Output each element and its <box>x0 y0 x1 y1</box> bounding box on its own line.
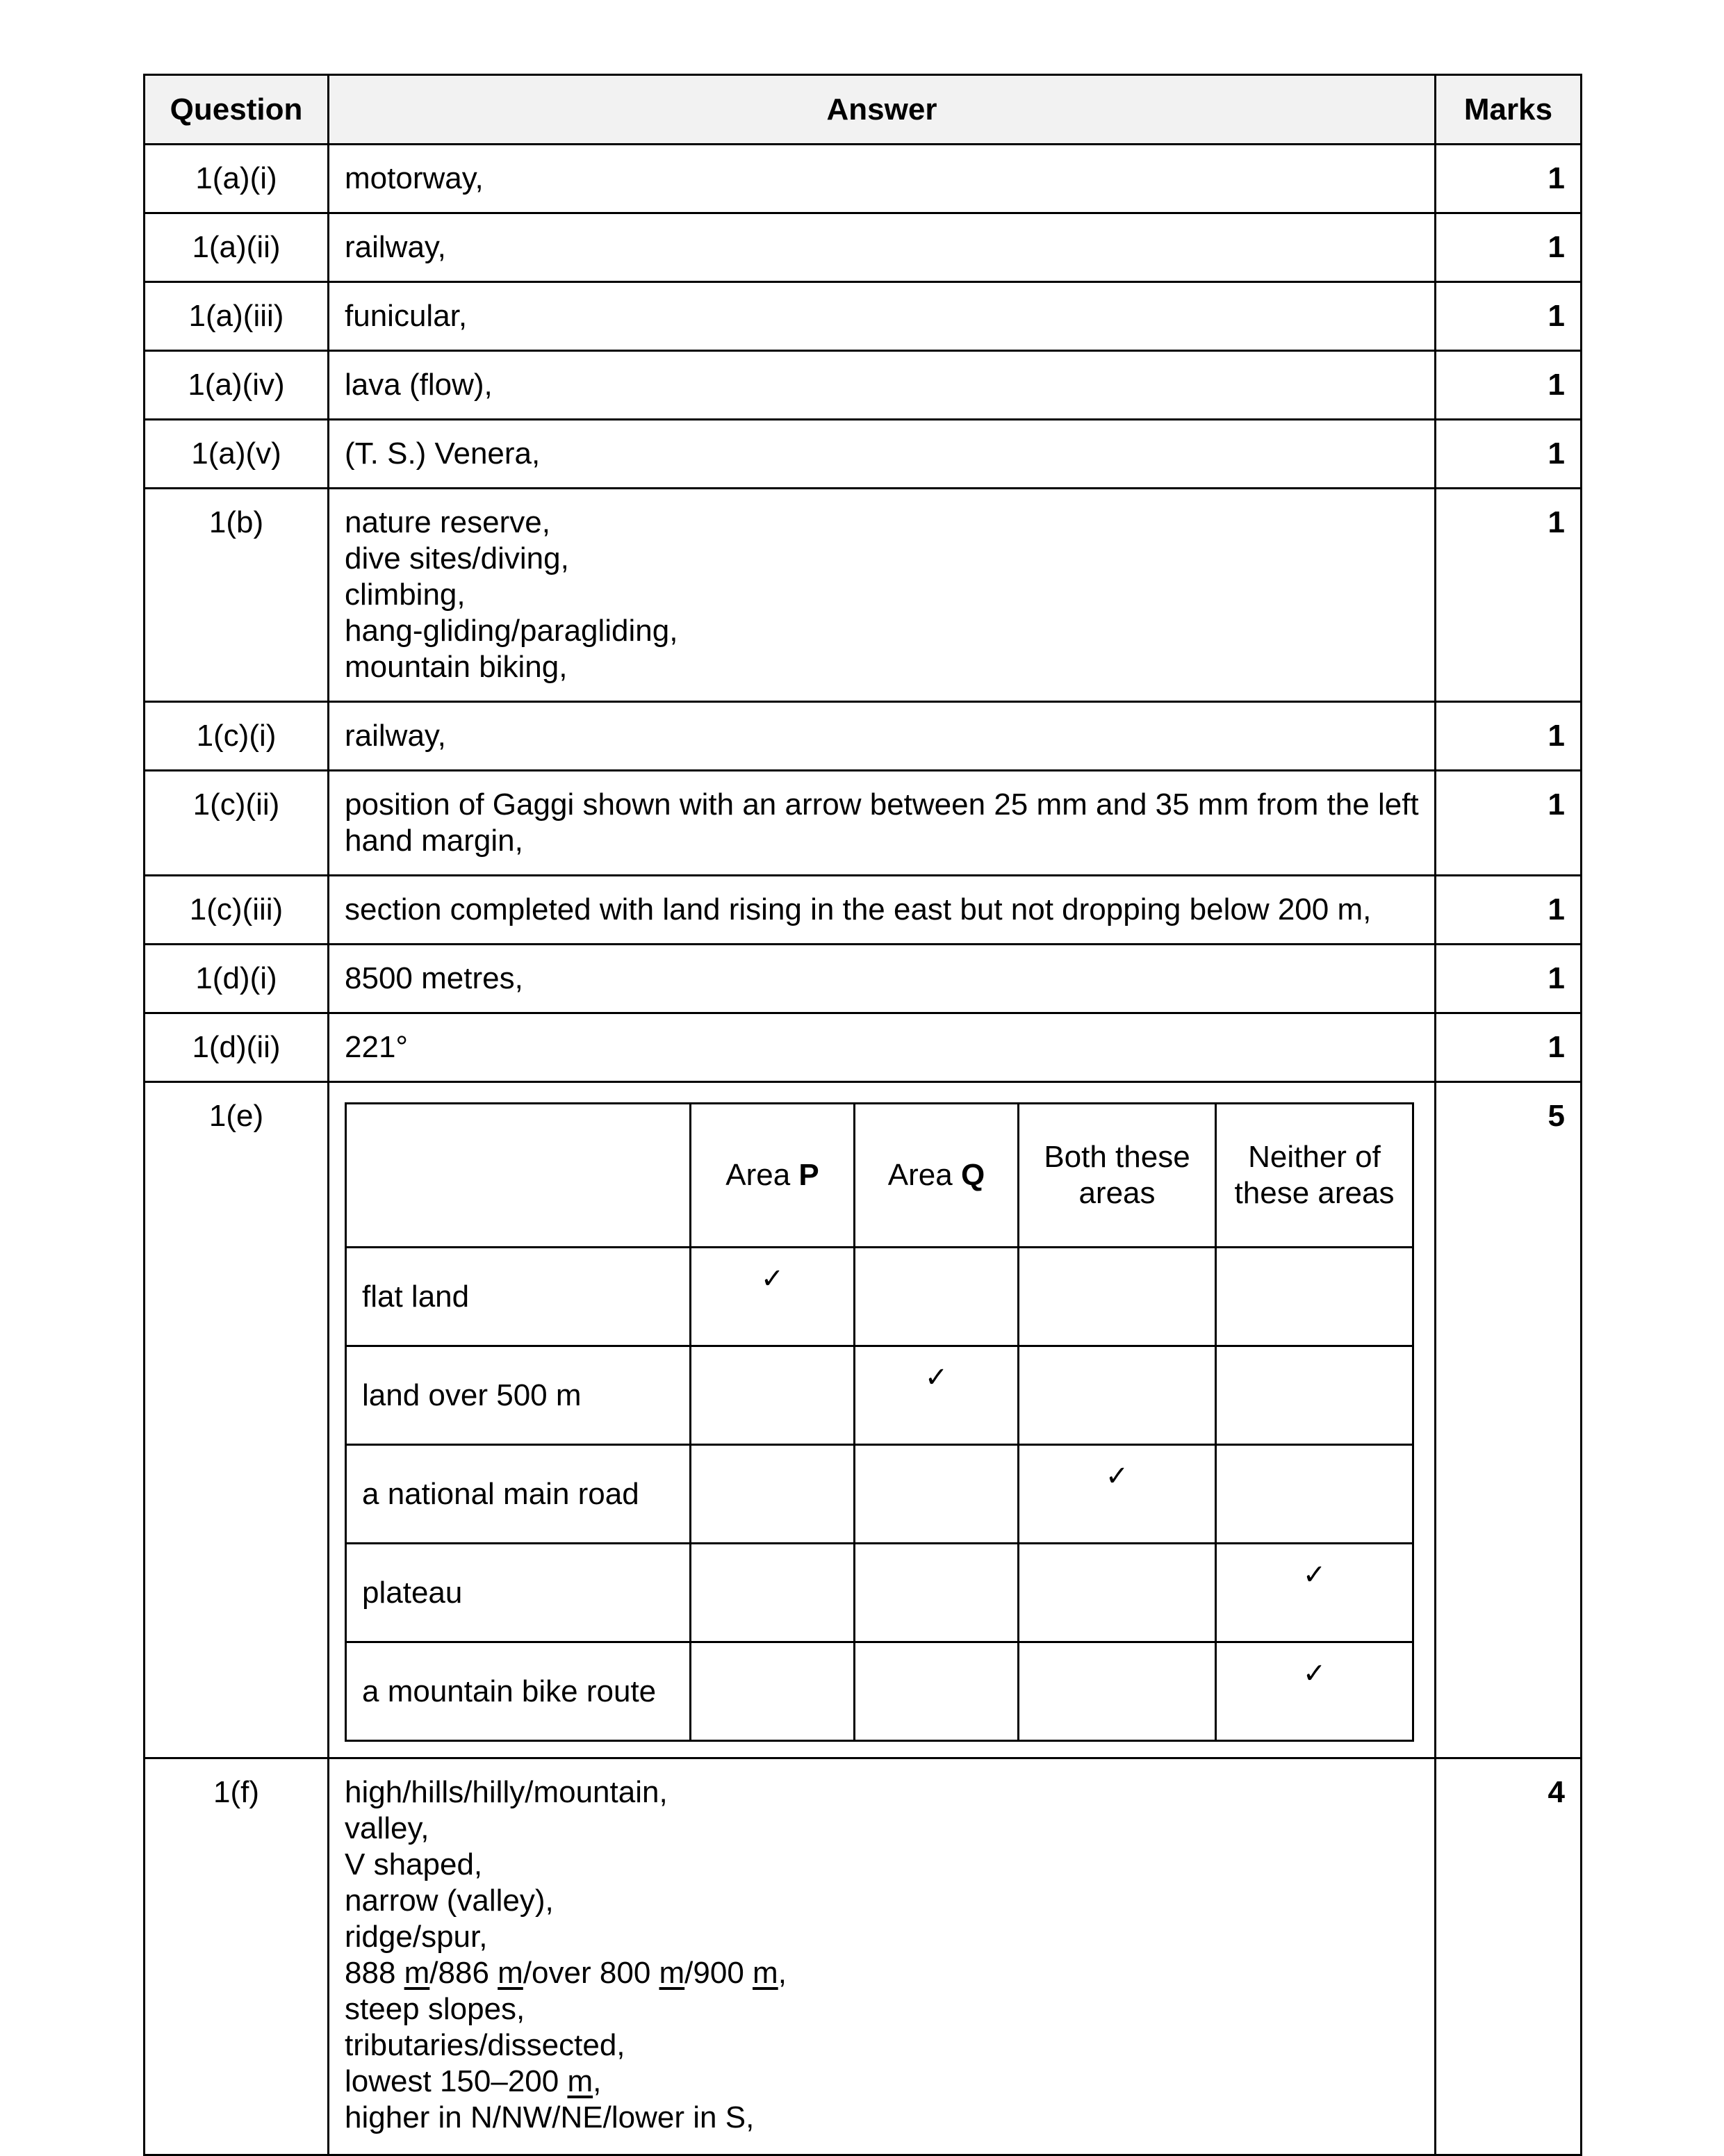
tick-mark-cell: ✓ <box>691 1248 855 1346</box>
header-row <box>145 75 1582 145</box>
answer-line <box>345 1919 1419 1955</box>
table-row <box>145 1082 1582 1758</box>
answer-text: steep slopes, <box>345 1992 525 2026</box>
answer-text: V shaped, <box>345 1847 483 1881</box>
answer-line <box>345 1774 1419 1811</box>
area-header-row <box>346 1104 1413 1248</box>
answer-cell <box>329 282 1436 351</box>
answer-cell <box>329 1082 1436 1758</box>
answer-text: higher in N/NW/NE/lower in S, <box>345 2100 755 2134</box>
empty-cell <box>1019 1544 1216 1642</box>
marks-cell: 1 <box>1436 489 1582 702</box>
table-row <box>145 702 1582 771</box>
empty-cell <box>1019 1248 1216 1346</box>
answer-line: hang-gliding/paragliding, <box>345 614 678 648</box>
feature-row <box>346 1248 1413 1346</box>
empty-cell <box>691 1445 855 1544</box>
answer-text: , <box>778 1956 787 1990</box>
tick-mark-cell: ✓ <box>855 1346 1019 1445</box>
table-row <box>145 876 1582 945</box>
answer-text: , <box>593 2064 602 2098</box>
feature-label: a mountain bike route <box>346 1642 691 1741</box>
table-row <box>145 771 1582 876</box>
answer-text: /900 <box>684 1956 753 1990</box>
answer-cell <box>329 771 1436 876</box>
feature-label: a national main road <box>346 1445 691 1544</box>
answer-cell <box>329 145 1436 213</box>
tick-mark-cell: ✓ <box>1216 1544 1413 1642</box>
answer-line: climbing, <box>345 578 466 612</box>
area-letter: P <box>798 1158 819 1192</box>
column-header-text: Area <box>725 1158 799 1192</box>
empty-cell <box>691 1346 855 1445</box>
answer-cell <box>329 1013 1436 1082</box>
question-cell: 1(c)(ii) <box>145 771 329 876</box>
marks-cell: 5 <box>1436 1082 1582 1758</box>
empty-cell <box>855 1445 1019 1544</box>
answer-line <box>345 2064 1419 2100</box>
answer-line: 8500 metres, <box>345 961 523 995</box>
marks-cell: 1 <box>1436 876 1582 945</box>
answer-text: /886 <box>429 1956 498 1990</box>
answer-text: ridge/spur, <box>345 1920 488 1954</box>
tick-mark-cell: ✓ <box>1216 1642 1413 1741</box>
table-row <box>145 282 1582 351</box>
answer-cell <box>329 702 1436 771</box>
marks-cell: 1 <box>1436 1013 1582 1082</box>
answer-text: 888 <box>345 1956 404 1990</box>
marks-cell: 1 <box>1436 945 1582 1013</box>
mark-scheme-body <box>145 145 1582 2155</box>
question-cell: 1(d)(i) <box>145 945 329 1013</box>
question-cell: 1(a)(ii) <box>145 213 329 282</box>
answer-text: narrow (valley), <box>345 1884 554 1918</box>
answer-line: dive sites/diving, <box>345 541 569 575</box>
answer-line: section completed with land rising in the east but not dropping below 200 m, <box>345 892 1372 926</box>
unit-underlined: m <box>567 2064 593 2098</box>
question-cell: 1(d)(ii) <box>145 1013 329 1082</box>
question-cell: 1(c)(iii) <box>145 876 329 945</box>
unit-underlined: m <box>404 1956 430 1990</box>
question-cell: 1(e) <box>145 1082 329 1758</box>
answer-cell <box>329 213 1436 282</box>
answer-line <box>345 1811 1419 1847</box>
marks-cell: 1 <box>1436 702 1582 771</box>
question-cell: 1(a)(iii) <box>145 282 329 351</box>
answer-line: railway, <box>345 719 446 753</box>
table-row <box>145 1013 1582 1082</box>
feature-label: plateau <box>346 1544 691 1642</box>
question-header: Question <box>145 75 329 145</box>
answer-cell <box>329 876 1436 945</box>
answer-line <box>345 2100 1419 2136</box>
empty-cell <box>691 1544 855 1642</box>
answer-text: tributaries/dissected, <box>345 2028 625 2062</box>
answer-line: railway, <box>345 230 446 264</box>
answer-line: lava (flow), <box>345 368 493 402</box>
question-cell: 1(f) <box>145 1758 329 2155</box>
feature-row <box>346 1642 1413 1741</box>
area-table-body <box>346 1248 1413 1741</box>
answer-text: high/hills/hilly/mountain, <box>345 1775 668 1809</box>
question-cell: 1(b) <box>145 489 329 702</box>
marks-cell: 1 <box>1436 420 1582 489</box>
table-row <box>145 1758 1582 2155</box>
area-column-header <box>855 1104 1019 1248</box>
question-cell: 1(a)(iv) <box>145 351 329 420</box>
answer-cell <box>329 945 1436 1013</box>
mark-scheme-table <box>143 74 1582 2156</box>
empty-cell <box>855 1642 1019 1741</box>
table-row <box>145 945 1582 1013</box>
unit-underlined: m <box>659 1956 685 1990</box>
feature-label: flat land <box>346 1248 691 1346</box>
answer-line: mountain biking, <box>345 650 568 684</box>
empty-cell <box>1216 1445 1413 1544</box>
column-header-text: Area <box>887 1158 961 1192</box>
feature-row <box>346 1445 1413 1544</box>
area-column-header <box>1216 1104 1413 1248</box>
answer-line: motorway, <box>345 161 484 195</box>
area-comparison-table <box>345 1102 1414 1742</box>
question-cell: 1(a)(i) <box>145 145 329 213</box>
answer-line <box>345 1991 1419 2027</box>
empty-cell <box>855 1248 1019 1346</box>
empty-cell <box>1019 1642 1216 1741</box>
answer-line <box>345 1955 1419 1991</box>
empty-cell <box>855 1544 1019 1642</box>
table-row <box>145 145 1582 213</box>
marks-cell: 1 <box>1436 145 1582 213</box>
marks-cell: 1 <box>1436 351 1582 420</box>
question-cell: 1(c)(i) <box>145 702 329 771</box>
empty-cell <box>1019 1346 1216 1445</box>
answer-cell <box>329 351 1436 420</box>
table-row <box>145 420 1582 489</box>
area-column-header <box>1019 1104 1216 1248</box>
column-header-text: Both these areas <box>1044 1140 1190 1210</box>
answer-line <box>345 2027 1419 2064</box>
feature-row <box>346 1544 1413 1642</box>
table-row <box>145 213 1582 282</box>
marks-cell: 1 <box>1436 213 1582 282</box>
column-header-text: Neither of these areas <box>1234 1140 1395 1210</box>
marks-cell: 1 <box>1436 771 1582 876</box>
tick-mark-cell: ✓ <box>1019 1445 1216 1544</box>
answer-header: Answer <box>329 75 1436 145</box>
empty-cell <box>1216 1248 1413 1346</box>
answer-line <box>345 1847 1419 1883</box>
area-letter: Q <box>960 1158 985 1192</box>
feature-header-blank <box>346 1104 691 1248</box>
answer-line: (T. S.) Venera, <box>345 436 541 471</box>
feature-row <box>346 1346 1413 1445</box>
area-column-header <box>691 1104 855 1248</box>
marks-cell: 1 <box>1436 282 1582 351</box>
answer-line: position of Gaggi shown with an arrow between 25 mm and 35 mm from the left hand margin, <box>345 787 1419 858</box>
feature-label: land over 500 m <box>346 1346 691 1445</box>
question-cell: 1(a)(v) <box>145 420 329 489</box>
answer-cell <box>329 420 1436 489</box>
empty-cell <box>691 1642 855 1741</box>
answer-text: lowest 150–200 <box>345 2064 568 2098</box>
answer-cell <box>329 489 1436 702</box>
answer-line: funicular, <box>345 299 468 333</box>
table-row <box>145 489 1582 702</box>
answer-text: valley, <box>345 1811 429 1845</box>
answer-line: nature reserve, <box>345 505 550 539</box>
empty-cell <box>1216 1346 1413 1445</box>
marks-header: Marks <box>1436 75 1582 145</box>
answer-cell <box>329 1758 1436 2155</box>
unit-underlined: m <box>498 1956 523 1990</box>
answer-text: /over 800 <box>523 1956 659 1990</box>
answer-line <box>345 1883 1419 1919</box>
answer-line: 221° <box>345 1030 409 1064</box>
marks-cell: 4 <box>1436 1758 1582 2155</box>
table-row <box>145 351 1582 420</box>
unit-underlined: m <box>753 1956 778 1990</box>
